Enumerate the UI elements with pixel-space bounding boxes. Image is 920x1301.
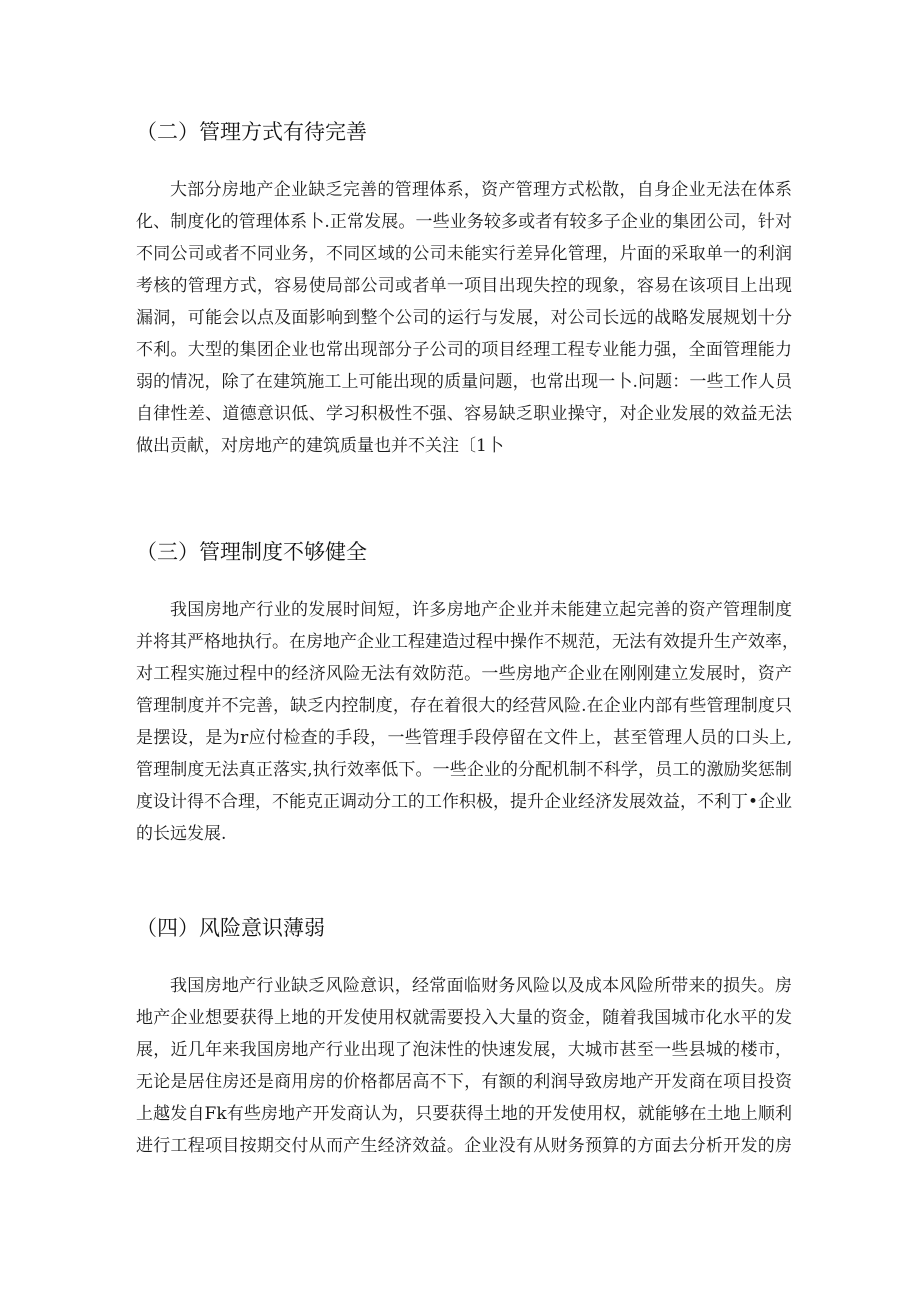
- paragraph-line: 漏洞，可能会以点及面影响到整个公司的运行与发展，对公司长远的战略发展规划十分: [136, 308, 792, 328]
- paragraph-line: 化、制度化的管理体系卜.正常发展。一些业务较多或者有较多子企业的集团公司，针对: [136, 212, 792, 232]
- paragraph-risk-awareness: [136, 970, 792, 1162]
- paragraph-line: 管理制度并不完善，缺乏内控制度，存在着很大的经营风险.在企业内部有些管理制度只: [136, 696, 792, 716]
- paragraph-line: 做出贡献，对房地产的建筑质量也并不关注〔1卜: [136, 436, 504, 456]
- paragraph-line: 大部分房地产企业缺乏完善的管理体系，资产管理方式松散，自身企业无法在体系: [170, 180, 792, 200]
- paragraph-management-system: [136, 594, 799, 850]
- paragraph-management-method: [136, 174, 792, 462]
- paragraph-line: 展，近几年来我国房地产行业出现了泡沫性的快速发展，大城市甚至一些县城的楼市，: [136, 1040, 792, 1060]
- paragraph-line: 无论是居住房还是商用房的价格都居高不下，有额的利润导致房地产开发商在项目投资: [136, 1072, 792, 1092]
- paragraph-line: 不利。大型的集团企业也常出现部分子公司的项目经理工程专业能力强，全面管理能力: [136, 340, 792, 360]
- paragraph-line: 是摆设，是为r应付检查的手段，一些管理手段停留在文件上，甚至管理人员的口头上,: [136, 728, 792, 748]
- paragraph-line: 我国房地产行业的发展时间短，许多房地产企业并未能建立起完善的资产管理制度: [170, 600, 792, 620]
- paragraph-line: 考核的管理方式，容易使局部公司或者单一项目出现失控的现象，容易在该项目上出现: [136, 276, 792, 296]
- paragraph-line: 自律性差、道德意识低、学习积极性不强、容易缺乏职业操守，对企业发展的效益无法: [136, 404, 792, 424]
- paragraph-line: 上越发自Fk有些房地产开发商认为，只要获得土地的开发使用权，就能够在土地上顺利: [136, 1104, 792, 1124]
- paragraph-line: 对工程实施过程中的经济风险无法有效防范。一些房地产企业在刚刚建立发展时，资产: [136, 664, 792, 684]
- section-heading-risk-awareness: （四）风险意识薄弱: [136, 916, 325, 940]
- paragraph-line: 度设计得不合理，不能克正调动分工的工作积极，提升企业经济发展效益，不利丁•企业: [136, 792, 793, 812]
- paragraph-line: 不同公司或者不同业务，不同区域的公司未能实行差异化管理，片面的采取单一的利润: [136, 244, 792, 264]
- paragraph-line: 的长远发展.: [136, 824, 227, 844]
- paragraph-line: 并将其严格地执行。在房地产企业工程建造过程中操作不规范，无法有效提升生产效率，: [136, 632, 799, 652]
- section-heading-management-system: （三）管理制度不够健全: [136, 540, 367, 564]
- section-heading-management-method: （二）管理方式有待完善: [136, 120, 367, 144]
- paragraph-line: 弱的情况，除了在建筑施工上可能出现的质量问题，也常出现一卜.问题：一些工作人员: [136, 372, 792, 392]
- paragraph-line: 地产企业想要获得上地的开发使用权就需要投入大量的资金，随着我国城市化水平的发: [136, 1008, 792, 1028]
- paragraph-line: 我国房地产行业缺乏风险意识，经常面临财务风险以及成本风险所带来的损失。房: [170, 976, 792, 996]
- paragraph-line: 管理制度无法真正落实,执行效率低下。一些企业的分配机制不科学，员工的激励奖惩制: [136, 760, 792, 780]
- paragraph-line: 进行工程项目按期交付从而产生经济效益。企业没有从财务预算的方面去分析开发的房: [136, 1136, 792, 1156]
